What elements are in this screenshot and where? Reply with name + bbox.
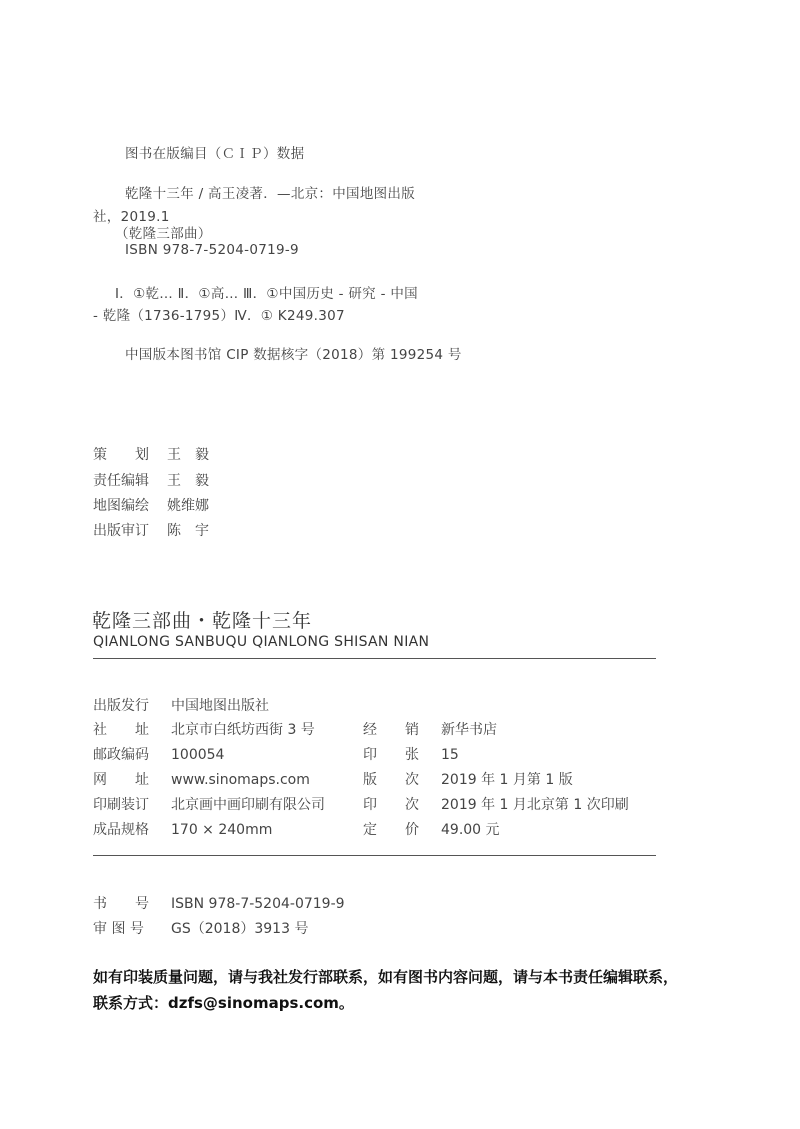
- info-label: 社 址: [93, 722, 149, 738]
- cip-line-classification-cont: - 乾隆（1736-1795）Ⅳ．① K249.307: [93, 308, 345, 324]
- cip-line-title: 乾隆十三年 / 高王凌著．—北京：中国地图出版: [125, 186, 416, 202]
- staff-value: 姚维娜: [167, 498, 209, 514]
- info-label: 定 价: [363, 822, 419, 838]
- info-value: 49.00 元: [441, 822, 500, 838]
- info-value: 中国地图出版社: [171, 698, 269, 714]
- info-row: [363, 794, 629, 814]
- info-value: 15: [441, 747, 459, 763]
- info-row: [93, 769, 310, 789]
- staff-value: 陈 宇: [167, 523, 209, 539]
- info-row: [93, 695, 269, 715]
- info-row: [363, 819, 500, 839]
- info-label: 版 次: [363, 772, 419, 788]
- notice-line-1: 如有印装质量问题，请与我社发行部联系，如有图书内容问题，请与本书责任编辑联系，: [93, 968, 679, 986]
- divider-top: [93, 658, 656, 659]
- info-row: [93, 794, 325, 814]
- info-row: [93, 819, 272, 839]
- info-value: www.sinomaps.com: [171, 772, 310, 788]
- info-row: [363, 719, 497, 739]
- book-title-chinese: 乾隆三部曲・乾隆十三年: [92, 610, 313, 632]
- info-value: 2019 年 1 月第 1 版: [441, 772, 573, 788]
- info-label: 印 次: [363, 797, 419, 813]
- notice-line-2: 联系方式：dzfs@sinomaps.com。: [93, 994, 354, 1012]
- staff-value: 王 毅: [167, 447, 209, 463]
- cip-line-classification: Ⅰ．①乾… Ⅱ．①高… Ⅲ．①中国历史 - 研究 - 中国: [115, 286, 418, 302]
- divider-bottom: [93, 855, 656, 856]
- staff-row-editor: [93, 470, 209, 490]
- info-value: 北京画中画印刷有限公司: [171, 797, 325, 813]
- info-label: 审 图 号: [93, 921, 144, 937]
- staff-row-planning: [93, 444, 209, 464]
- info-label: 印 张: [363, 747, 419, 763]
- info-label: 经 销: [363, 722, 419, 738]
- info-label: 出版发行: [93, 698, 149, 714]
- book-title-pinyin: QIANLONG SANBUQU QIANLONG SHISAN NIAN: [93, 634, 430, 650]
- info-label: 成品规格: [93, 822, 149, 838]
- staff-row-map: [93, 495, 209, 515]
- staff-label: 出版审订: [93, 523, 149, 539]
- isbn-row: [93, 893, 345, 913]
- info-row: [363, 769, 573, 789]
- staff-label: 策 划: [93, 447, 149, 463]
- info-value: 100054: [171, 747, 225, 763]
- info-label: 书 号: [93, 896, 149, 912]
- info-value: ISBN 978-7-5204-0719-9: [171, 896, 345, 912]
- cip-line-isbn: ISBN 978-7-5204-0719-9: [125, 242, 299, 258]
- info-value: GS（2018）3913 号: [171, 921, 309, 937]
- cip-line-series: （乾隆三部曲）: [115, 226, 212, 242]
- staff-row-review: [93, 520, 209, 540]
- cip-heading: 图书在版编目（ＣＩＰ）数据: [125, 146, 305, 162]
- info-label: 印刷装订: [93, 797, 149, 813]
- info-label: 邮政编码: [93, 747, 149, 763]
- cip-line-publisher: 社，2019.1: [93, 209, 170, 225]
- info-value: 北京市白纸坊西街 3 号: [171, 722, 315, 738]
- cip-line-record: 中国版本图书馆 CIP 数据核字（2018）第 199254 号: [125, 347, 462, 363]
- info-row: [363, 744, 459, 764]
- staff-label: 责任编辑: [93, 473, 149, 489]
- map-approval-row: [93, 918, 308, 938]
- staff-value: 王 毅: [167, 473, 209, 489]
- info-row: [93, 744, 224, 764]
- info-value: 2019 年 1 月北京第 1 次印刷: [441, 797, 629, 813]
- info-label: 网 址: [93, 772, 149, 788]
- info-value: 新华书店: [441, 722, 497, 738]
- staff-label: 地图编绘: [93, 498, 149, 514]
- info-value: 170 × 240mm: [171, 822, 273, 838]
- info-row: [93, 719, 315, 739]
